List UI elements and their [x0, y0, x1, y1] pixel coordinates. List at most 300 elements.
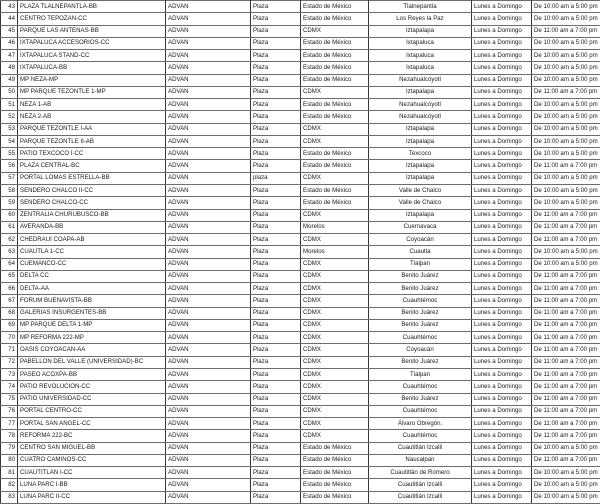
table-row [1, 184, 600, 196]
store-name-cell: CUAUTITLAN I-CC [18, 467, 166, 479]
location-type-cell: Plaza [251, 234, 301, 246]
store-name-cell: PARQUE TEZONTLE I-AA [18, 123, 166, 135]
store-name-cell: LUNA PARC I-BB [18, 479, 166, 491]
service-hours-cell: De 11:00 am a 7:00 pm [532, 25, 600, 37]
service-days-cell: Lunes a Domingo [472, 50, 532, 62]
location-type-cell: Plaza [251, 62, 301, 74]
municipality-cell: Cuautla [369, 246, 472, 258]
location-type-cell: Plaza [251, 1, 301, 13]
brand-cell: ADVAN [166, 62, 251, 74]
location-type-cell: Plaza [251, 135, 301, 147]
brand-cell: ADVAN [166, 74, 251, 86]
state-cell: CDMX [301, 368, 369, 380]
state-cell: Estado de México [301, 454, 369, 466]
service-days-cell: Lunes a Domingo [472, 418, 532, 430]
state-cell: Estado de México [301, 148, 369, 160]
municipality-cell: Cuauhtémoc [369, 405, 472, 417]
table-row [1, 234, 600, 246]
table-row [1, 307, 600, 319]
state-cell: CDMX [301, 123, 369, 135]
service-days-cell: Lunes a Domingo [472, 184, 532, 196]
table-row [1, 37, 600, 49]
service-hours-cell: De 10:00 am a 5:00 pm [532, 135, 600, 147]
row-number-cell: 49 [1, 74, 18, 86]
service-hours-cell: De 10:00 am a 5:00 pm [532, 442, 600, 454]
service-days-cell: Lunes a Domingo [472, 209, 532, 221]
municipality-cell: Benito Juárez [369, 270, 472, 282]
location-type-cell: Plaza [251, 221, 301, 233]
state-cell: Estado de México [301, 184, 369, 196]
state-cell: CDMX [301, 258, 369, 270]
state-cell: CDMX [301, 172, 369, 184]
service-hours-cell: De 11:00 am a 7:00 pm [532, 405, 600, 417]
brand-cell: ADVAN [166, 430, 251, 442]
store-name-cell: PASEO ACOXPA-BB [18, 368, 166, 380]
location-type-cell: Plaza [251, 344, 301, 356]
municipality-cell: Benito Juárez [369, 393, 472, 405]
location-type-cell: Plaza [251, 405, 301, 417]
table-row [1, 283, 600, 295]
service-hours-cell: De 11:00 am a 7:00 pm [532, 86, 600, 98]
brand-cell: ADVAN [166, 221, 251, 233]
store-name-cell: REFORMA 222-BC [18, 430, 166, 442]
state-cell: CDMX [301, 234, 369, 246]
service-hours-cell: De 10:00 am a 5:00 pm [532, 197, 600, 209]
table-row [1, 86, 600, 98]
municipality-cell: Tlalnepantla [369, 1, 472, 13]
brand-cell: ADVAN [166, 160, 251, 172]
table-row [1, 148, 600, 160]
service-hours-cell: De 11:00 am a 7:00 pm [532, 418, 600, 430]
municipality-cell: Ixtapaluca [369, 50, 472, 62]
location-type-cell: Plaza [251, 442, 301, 454]
row-number-cell: 70 [1, 332, 18, 344]
brand-cell: ADVAN [166, 25, 251, 37]
service-days-cell: Lunes a Domingo [472, 307, 532, 319]
table-row [1, 381, 600, 393]
state-cell: Estado de México [301, 1, 369, 13]
row-number-cell: 78 [1, 430, 18, 442]
location-type-cell: Plaza [251, 184, 301, 196]
table-row [1, 197, 600, 209]
service-hours-cell: De 10:00 am a 5:00 pm [532, 62, 600, 74]
store-name-cell: CENTRO TEPOZAN-CC [18, 13, 166, 25]
brand-cell: ADVAN [166, 295, 251, 307]
state-cell: Estado de México [301, 74, 369, 86]
service-days-cell: Lunes a Domingo [472, 197, 532, 209]
service-days-cell: Lunes a Domingo [472, 381, 532, 393]
service-hours-cell: De 11:00 am a 7:00 pm [532, 209, 600, 221]
location-type-cell: Plaza [251, 197, 301, 209]
municipality-cell: Valle de Chalco [369, 184, 472, 196]
state-cell: CDMX [301, 381, 369, 393]
row-number-cell: 51 [1, 99, 18, 111]
location-type-cell: plaza [251, 172, 301, 184]
service-hours-cell: De 10:00 am a 5:00 pm [532, 13, 600, 25]
table-row [1, 111, 600, 123]
row-number-cell: 68 [1, 307, 18, 319]
row-number-cell: 44 [1, 13, 18, 25]
state-cell: Estado de México [301, 62, 369, 74]
row-number-cell: 48 [1, 62, 18, 74]
municipality-cell: Benito Juárez [369, 307, 472, 319]
row-number-cell: 60 [1, 209, 18, 221]
table-row [1, 405, 600, 417]
row-number-cell: 46 [1, 37, 18, 49]
service-hours-cell: De 11:00 am a 7:00 pm [532, 393, 600, 405]
table-row [1, 246, 600, 258]
table-row [1, 467, 600, 479]
row-number-cell: 53 [1, 123, 18, 135]
service-hours-cell: De 10:00 am a 5:00 pm [532, 258, 600, 270]
brand-cell: ADVAN [166, 393, 251, 405]
brand-cell: ADVAN [166, 344, 251, 356]
service-hours-cell: De 10:00 am a 5:00 pm [532, 99, 600, 111]
location-type-cell: Plaza [251, 295, 301, 307]
municipality-cell: Iztapalapa [369, 209, 472, 221]
brand-cell: ADVAN [166, 307, 251, 319]
store-name-cell: DELTA CC [18, 270, 166, 282]
location-type-cell: Plaza [251, 111, 301, 123]
brand-cell: ADVAN [166, 356, 251, 368]
service-hours-cell: De 11:00 am a 7:00 pm [532, 160, 600, 172]
service-hours-cell: De 10:00 am a 5:00 pm [532, 37, 600, 49]
municipality-cell: Cuautitlán Izcalli [369, 491, 472, 503]
state-cell: CDMX [301, 344, 369, 356]
service-days-cell: Lunes a Domingo [472, 258, 532, 270]
row-number-cell: 75 [1, 393, 18, 405]
location-type-cell: Plaza [251, 123, 301, 135]
store-name-cell: AVERANDA-BB [18, 221, 166, 233]
service-hours-cell: De 11:00 am a 7:00 pm [532, 430, 600, 442]
state-cell: Estado de México [301, 37, 369, 49]
municipality-cell: Iztapalapa [369, 25, 472, 37]
service-hours-cell: De 10:00 am a 5:00 pm [532, 172, 600, 184]
municipality-cell: Cuauhtémoc [369, 430, 472, 442]
state-cell: Estado de México [301, 99, 369, 111]
location-type-cell: Plaza [251, 467, 301, 479]
municipality-cell: Iztapalapa [369, 123, 472, 135]
brand-cell: ADVAN [166, 50, 251, 62]
service-hours-cell: De 10:00 am a 5:00 pm [532, 111, 600, 123]
location-type-cell: Plaza [251, 13, 301, 25]
brand-cell: ADVAN [166, 319, 251, 331]
service-hours-cell: De 10:00 am a 5:00 pm [532, 479, 600, 491]
municipality-cell: Naucalpan [369, 454, 472, 466]
state-cell: CDMX [301, 86, 369, 98]
store-name-cell: IXTAPALUCA ACCESORIOS-CC [18, 37, 166, 49]
brand-cell: ADVAN [166, 332, 251, 344]
service-days-cell: Lunes a Domingo [472, 25, 532, 37]
service-hours-cell: De 11:00 am a 7:00 pm [532, 295, 600, 307]
service-hours-cell: De 11:00 am a 7:00 pm [532, 270, 600, 282]
table-row [1, 25, 600, 37]
municipality-cell: Cuernavaca [369, 221, 472, 233]
municipality-cell: Nezahualcóyotl [369, 111, 472, 123]
service-days-cell: Lunes a Domingo [472, 467, 532, 479]
location-type-cell: Plaza [251, 74, 301, 86]
table-row [1, 418, 600, 430]
municipality-cell: Cuautitlán Izcalli [369, 442, 472, 454]
table-row [1, 295, 600, 307]
row-number-cell: 81 [1, 467, 18, 479]
location-type-cell: Plaza [251, 258, 301, 270]
service-days-cell: Lunes a Domingo [472, 37, 532, 49]
service-hours-cell: De 11:00 am a 7:00 pm [532, 332, 600, 344]
brand-cell: ADVAN [166, 442, 251, 454]
service-hours-cell: De 10:00 am a 5:00 pm [532, 74, 600, 86]
location-type-cell: Plaza [251, 356, 301, 368]
row-number-cell: 57 [1, 172, 18, 184]
state-cell: Estado de México [301, 197, 369, 209]
row-number-cell: 58 [1, 184, 18, 196]
service-hours-cell: De 11:00 am a 7:00 pm [532, 381, 600, 393]
service-days-cell: Lunes a Domingo [472, 295, 532, 307]
table-row [1, 393, 600, 405]
row-number-cell: 59 [1, 197, 18, 209]
row-number-cell: 63 [1, 246, 18, 258]
state-cell: CDMX [301, 332, 369, 344]
service-hours-cell: De 10:00 am a 5:00 pm [532, 50, 600, 62]
location-type-cell: Plaza [251, 270, 301, 282]
service-days-cell: Lunes a Domingo [472, 405, 532, 417]
brand-cell: ADVAN [166, 246, 251, 258]
location-type-cell: Plaza [251, 418, 301, 430]
store-name-cell: CUATRO CAMINOS-CC [18, 454, 166, 466]
service-days-cell: Lunes a Domingo [472, 13, 532, 25]
row-number-cell: 56 [1, 160, 18, 172]
municipality-cell: Cuautitlán de Romero [369, 467, 472, 479]
table-row [1, 13, 600, 25]
row-number-cell: 55 [1, 148, 18, 160]
service-hours-cell: De 10:00 am a 5:00 pm [532, 491, 600, 503]
service-hours-cell: De 11:00 am a 7:00 pm [532, 356, 600, 368]
municipality-cell: Los Reyes la Paz [369, 13, 472, 25]
state-cell: CDMX [301, 283, 369, 295]
municipality-cell: Cuautitlán Izcalli [369, 479, 472, 491]
store-name-cell: CUEMANCO-CC [18, 258, 166, 270]
service-days-cell: Lunes a Domingo [472, 160, 532, 172]
municipality-cell: Coyoacán [369, 234, 472, 246]
municipality-cell: Tlalpan [369, 258, 472, 270]
brand-cell: ADVAN [166, 454, 251, 466]
store-name-cell: MP NEZA-MP [18, 74, 166, 86]
location-type-cell: Plaza [251, 99, 301, 111]
service-hours-cell: De 10:00 am a 5:00 pm [532, 184, 600, 196]
brand-cell: ADVAN [166, 270, 251, 282]
state-cell: Estado de México [301, 160, 369, 172]
brand-cell: ADVAN [166, 184, 251, 196]
store-name-cell: IXTAPALUCA STAND-CC [18, 50, 166, 62]
state-cell: CDMX [301, 393, 369, 405]
row-number-cell: 67 [1, 295, 18, 307]
municipality-cell: Tlalpan [369, 368, 472, 380]
service-hours-cell: De 11:00 am a 7:00 pm [532, 221, 600, 233]
brand-cell: ADVAN [166, 13, 251, 25]
store-name-cell: PABELLON DEL VALLE (UNIVERSIDAD)-BC [18, 356, 166, 368]
row-number-cell: 64 [1, 258, 18, 270]
brand-cell: ADVAN [166, 209, 251, 221]
row-number-cell: 52 [1, 111, 18, 123]
location-type-cell: Plaza [251, 430, 301, 442]
service-hours-cell: De 10:00 am a 5:00 pm [532, 123, 600, 135]
service-days-cell: Lunes a Domingo [472, 148, 532, 160]
store-name-cell: MP PARQUE DELTA 1-MP [18, 319, 166, 331]
location-type-cell: Plaza [251, 148, 301, 160]
store-name-cell: CUAUTLA 1-CC [18, 246, 166, 258]
state-cell: CDMX [301, 307, 369, 319]
store-name-cell: SENDERO CHALCO II-CC [18, 184, 166, 196]
municipality-cell: Texcoco [369, 148, 472, 160]
table-row [1, 332, 600, 344]
table-row [1, 1, 600, 13]
service-days-cell: Lunes a Domingo [472, 62, 532, 74]
store-name-cell: OASIS COYOACAN-AA [18, 344, 166, 356]
table-row [1, 344, 600, 356]
store-name-cell: SENDERO CHALCO-CC [18, 197, 166, 209]
municipality-cell: Valle de Chalco [369, 197, 472, 209]
store-name-cell: LUNA PARC II-CC [18, 491, 166, 503]
brand-cell: ADVAN [166, 479, 251, 491]
service-days-cell: Lunes a Domingo [472, 135, 532, 147]
table-row [1, 430, 600, 442]
table-row [1, 442, 600, 454]
state-cell: Estado de México [301, 491, 369, 503]
municipality-cell: Benito Juárez [369, 319, 472, 331]
brand-cell: ADVAN [166, 111, 251, 123]
location-type-cell: Plaza [251, 381, 301, 393]
location-type-cell: Plaza [251, 283, 301, 295]
brand-cell: ADVAN [166, 197, 251, 209]
brand-cell: ADVAN [166, 381, 251, 393]
row-number-cell: 77 [1, 418, 18, 430]
municipality-cell: Cuauhtémoc [369, 332, 472, 344]
table-row [1, 123, 600, 135]
location-type-cell: Plaza [251, 479, 301, 491]
store-name-cell: ZENTRALIA CHURUBUSCO-BB [18, 209, 166, 221]
store-name-cell: GALERIAS INSURGENTES-BB [18, 307, 166, 319]
table-body [1, 1, 600, 504]
state-cell: Morelos [301, 246, 369, 258]
service-days-cell: Lunes a Domingo [472, 332, 532, 344]
state-cell: CDMX [301, 135, 369, 147]
brand-cell: ADVAN [166, 283, 251, 295]
location-type-cell: Plaza [251, 368, 301, 380]
service-days-cell: Lunes a Domingo [472, 86, 532, 98]
store-name-cell: PORTAL CENTRO-CC [18, 405, 166, 417]
municipality-cell: Benito Juárez [369, 356, 472, 368]
municipality-cell: Iztapalapa [369, 135, 472, 147]
store-name-cell: PATIO TEXCOCO I-CC [18, 148, 166, 160]
row-number-cell: 83 [1, 491, 18, 503]
row-number-cell: 62 [1, 234, 18, 246]
state-cell: Estado de México [301, 13, 369, 25]
store-name-cell: PORTAL LOMAS ESTRELLA-BB [18, 172, 166, 184]
store-name-cell: CHEDRAUI COAPA-AB [18, 234, 166, 246]
store-name-cell: DELTA-AA [18, 283, 166, 295]
service-days-cell: Lunes a Domingo [472, 344, 532, 356]
state-cell: CDMX [301, 356, 369, 368]
row-number-cell: 76 [1, 405, 18, 417]
row-number-cell: 71 [1, 344, 18, 356]
municipality-cell: Nezahualcóyotl [369, 99, 472, 111]
service-hours-cell: De 11:00 am a 7:00 pm [532, 283, 600, 295]
service-hours-cell: De 11:00 am a 7:00 pm [532, 307, 600, 319]
state-cell: CDMX [301, 25, 369, 37]
row-number-cell: 80 [1, 454, 18, 466]
municipality-cell: Iztapalapa [369, 160, 472, 172]
municipality-cell: Iztapalapa [369, 172, 472, 184]
municipality-cell: Coyoacán [369, 344, 472, 356]
location-type-cell: Plaza [251, 454, 301, 466]
service-days-cell: Lunes a Domingo [472, 123, 532, 135]
row-number-cell: 66 [1, 283, 18, 295]
state-cell: CDMX [301, 295, 369, 307]
service-days-cell: Lunes a Domingo [472, 442, 532, 454]
table-row [1, 50, 600, 62]
row-number-cell: 65 [1, 270, 18, 282]
service-days-cell: Lunes a Domingo [472, 270, 532, 282]
store-name-cell: PARQUE LAS ANTENAS-BB [18, 25, 166, 37]
state-cell: CDMX [301, 270, 369, 282]
row-number-cell: 74 [1, 381, 18, 393]
state-cell: Estado de México [301, 467, 369, 479]
service-days-cell: Lunes a Domingo [472, 172, 532, 184]
brand-cell: ADVAN [166, 123, 251, 135]
state-cell: CDMX [301, 418, 369, 430]
service-hours-cell: De 11:00 am a 7:00 pm [532, 344, 600, 356]
municipality-cell: Nezahualcóyotl [369, 74, 472, 86]
state-cell: CDMX [301, 319, 369, 331]
service-days-cell: Lunes a Domingo [472, 221, 532, 233]
table-row [1, 74, 600, 86]
row-number-cell: 61 [1, 221, 18, 233]
state-cell: CDMX [301, 430, 369, 442]
store-name-cell: CENTRO SAN MIGUEL-BB [18, 442, 166, 454]
state-cell: CDMX [301, 209, 369, 221]
service-hours-cell: De 11:00 am a 7:00 pm [532, 454, 600, 466]
store-name-cell: PATIO REVOLUCION-CC [18, 381, 166, 393]
brand-cell: ADVAN [166, 368, 251, 380]
service-days-cell: Lunes a Domingo [472, 1, 532, 13]
brand-cell: ADVAN [166, 1, 251, 13]
service-days-cell: Lunes a Domingo [472, 246, 532, 258]
store-name-cell: PORTAL SAN ANGEL-CC [18, 418, 166, 430]
location-type-cell: Plaza [251, 491, 301, 503]
store-name-cell: NEZA 2-AB [18, 111, 166, 123]
location-type-cell: Plaza [251, 50, 301, 62]
location-type-cell: Plaza [251, 332, 301, 344]
service-hours-cell: De 11:00 am a 7:00 pm [532, 234, 600, 246]
table-row [1, 258, 600, 270]
location-type-cell: Plaza [251, 209, 301, 221]
location-type-cell: Plaza [251, 160, 301, 172]
municipality-cell: Cuauhtémoc [369, 295, 472, 307]
brand-cell: ADVAN [166, 234, 251, 246]
table-row [1, 479, 600, 491]
row-number-cell: 69 [1, 319, 18, 331]
store-name-cell: MP PARQUE TEZONTLE 1-MP [18, 86, 166, 98]
table-row [1, 160, 600, 172]
store-name-cell: PLAZA TLALNEPANTLA-BB [18, 1, 166, 13]
brand-cell: ADVAN [166, 148, 251, 160]
service-days-cell: Lunes a Domingo [472, 234, 532, 246]
table-row [1, 135, 600, 147]
service-days-cell: Lunes a Domingo [472, 393, 532, 405]
location-type-cell: Plaza [251, 86, 301, 98]
service-days-cell: Lunes a Domingo [472, 454, 532, 466]
brand-cell: ADVAN [166, 405, 251, 417]
